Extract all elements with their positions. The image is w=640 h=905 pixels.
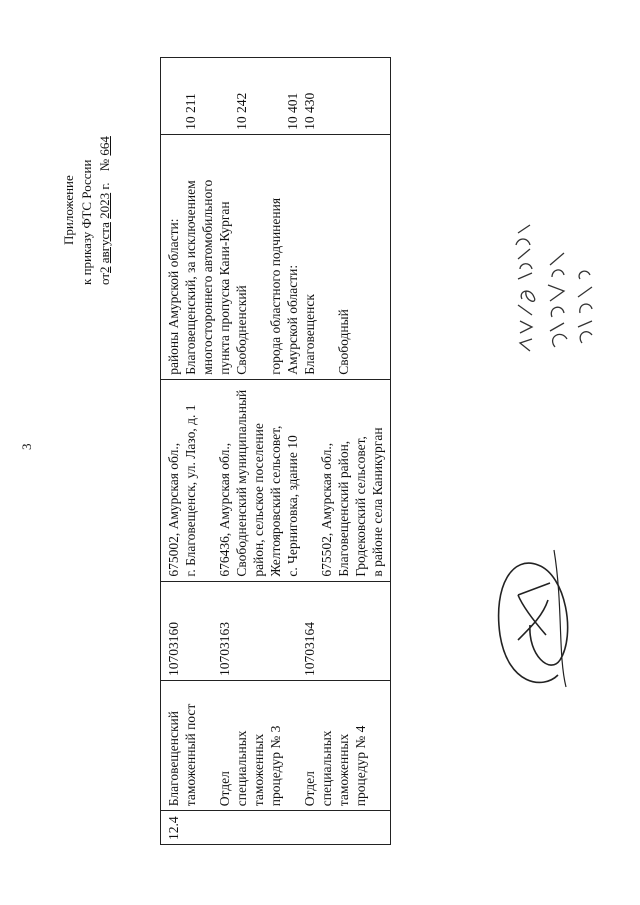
row-number: 12.4 xyxy=(166,816,181,840)
date-prefix: от xyxy=(97,272,112,285)
post-name-line: специальных xyxy=(319,730,334,807)
area-heading: районы Амурской области: xyxy=(166,218,181,375)
post-name-line: специальных xyxy=(234,730,249,807)
post-code: 10703163 xyxy=(217,622,232,677)
post-name-line: Отдел xyxy=(302,771,317,807)
order-date-line xyxy=(96,136,114,285)
address-line: г. Благовещенск, ул. Лазо, д. 1 xyxy=(183,404,198,577)
handwritten-signature xyxy=(488,545,580,695)
oktmo-code: 10 211 xyxy=(183,93,198,130)
customs-posts-table xyxy=(160,57,391,845)
address-line: с. Черниговка, здание 10 xyxy=(285,435,300,577)
oktmo-code-cell xyxy=(161,58,391,135)
area-heading: Амурской области: xyxy=(285,264,300,375)
post-name-line: таможенных xyxy=(251,733,266,807)
handwritten-registration-mark xyxy=(510,217,605,357)
address-line: Свободненский муниципальный xyxy=(234,389,249,577)
date-month: августа xyxy=(97,222,112,264)
post-name-cell xyxy=(161,681,391,811)
post-name-line: таможенный пост xyxy=(183,703,198,807)
address-line: Благовещенский район, xyxy=(336,440,351,577)
address-line: в районе села Каникурган xyxy=(370,427,385,577)
area-line: Благовещенский, за исключением xyxy=(183,180,198,375)
area-line: Благовещенск xyxy=(302,294,317,375)
post-name-line: Благовещенский xyxy=(166,711,181,807)
date-day: 2 xyxy=(97,266,112,273)
post-name-line: процедур № 4 xyxy=(353,725,368,807)
order-reference: к приказу ФТС России xyxy=(79,159,94,285)
post-name-line: Отдел xyxy=(217,771,232,807)
post-code: 10703160 xyxy=(166,622,181,677)
order-number: 664 xyxy=(97,136,112,156)
address-line: район, сельское поселение xyxy=(251,423,266,577)
jurisdiction-area-cell xyxy=(161,134,391,379)
oktmo-code: 10 430 xyxy=(302,92,317,130)
post-code-cell xyxy=(161,581,391,680)
oktmo-code: 10 401 xyxy=(285,92,300,130)
year-suffix: г. xyxy=(97,182,112,190)
post-name-line: процедур № 3 xyxy=(268,725,283,807)
address-line: 676436, Амурская обл., xyxy=(217,442,232,577)
area-line: пункта пропуска Кани-Курган xyxy=(217,201,232,375)
row-number-cell xyxy=(161,811,391,845)
number-sign: № xyxy=(97,158,112,172)
address-line: Гродековский сельсовет, xyxy=(353,436,368,577)
address-line: Желтояровский сельсовет, xyxy=(268,425,283,577)
address-line: 675002, Амурская обл., xyxy=(166,442,181,577)
oktmo-code: 10 242 xyxy=(234,92,249,130)
post-name-line: таможенных xyxy=(336,733,351,807)
area-line: Свободненский xyxy=(234,285,249,375)
appendix-header xyxy=(60,136,114,285)
address-line: 675502, Амурская обл., xyxy=(319,442,334,577)
area-heading: города областного подчинения xyxy=(268,197,283,375)
post-code: 10703164 xyxy=(302,622,317,677)
area-line: многостороннего автомобильного xyxy=(200,179,215,375)
post-address-cell xyxy=(161,379,391,581)
page-number: 3 xyxy=(19,443,34,450)
date-year: 2023 xyxy=(97,192,112,219)
table-row xyxy=(161,58,391,845)
area-line: Свободный xyxy=(336,309,351,375)
appendix-title: Приложение xyxy=(61,175,76,245)
